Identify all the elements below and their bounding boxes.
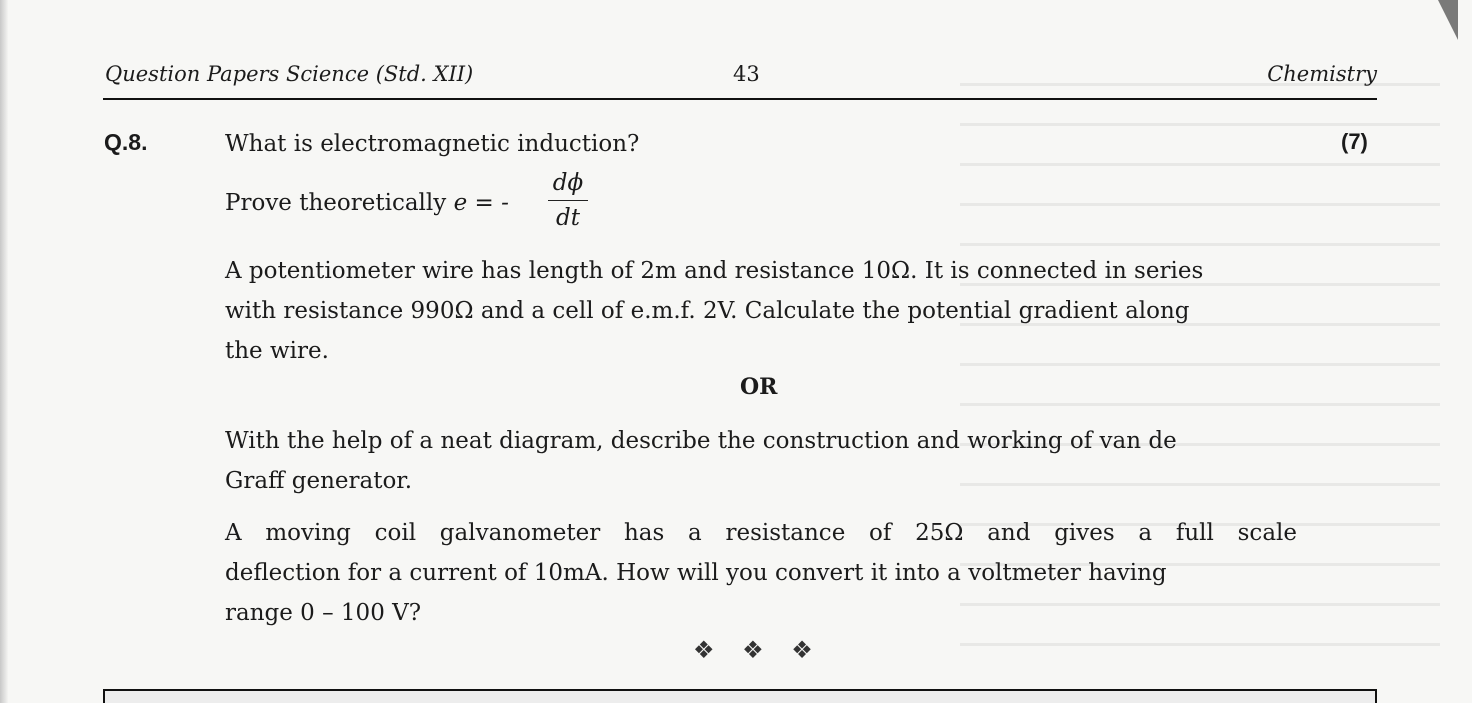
potentiometer-line-1: A potentiometer wire has length of 2m and resistance 10Ω. It is connected in series: [225, 258, 1204, 284]
van-de-graff-question: [225, 421, 1297, 501]
or-separator: OR: [740, 374, 778, 400]
galvanometer-line-3: range 0 – 100 V?: [225, 600, 422, 626]
header-subject: Chemistry: [1267, 62, 1377, 86]
page-number: 43: [733, 62, 760, 86]
potentiometer-line-2: with resistance 990Ω and a cell of e.m.f. 2V. Calculate the potential gradient along: [225, 298, 1190, 324]
fraction-denominator: dt: [556, 205, 580, 231]
van-de-graff-line-2: Graff generator.: [225, 468, 413, 494]
fraction-bar: [548, 200, 588, 201]
galvanometer-line-2: deflection for a current of 10mA. How will you convert it into a voltmeter having: [225, 560, 1167, 586]
prove-statement: [225, 183, 509, 223]
header-book-title: Question Papers Science (Std. XII): [105, 62, 474, 86]
derivative-fraction: [548, 168, 588, 233]
galvanometer-line-1: A moving coil galvanometer has a resistance of 25Ω and gives a full scale: [225, 520, 1297, 546]
page-header: [103, 60, 1377, 102]
end-ornaments: ❖ ❖ ❖: [693, 636, 823, 664]
page-binding-edge: [0, 0, 8, 703]
potentiometer-line-3: the wire.: [225, 338, 329, 364]
question-number: Q.8.: [104, 129, 148, 155]
question-line-induction: What is electromagnetic induction?: [225, 131, 640, 157]
potentiometer-question: [225, 251, 1297, 371]
prove-prefix: Prove theoretically: [225, 190, 447, 216]
page-corner-shadow: [1438, 0, 1458, 40]
galvanometer-question: [225, 513, 1297, 633]
header-rule: [103, 98, 1377, 100]
question-marks: (7): [1341, 129, 1368, 154]
van-de-graff-line-1: With the help of a neat diagram, describe the construction and working of van de: [225, 428, 1177, 454]
footer-box-border: [103, 689, 1377, 703]
prove-expression: e = -: [453, 190, 509, 216]
fraction-numerator: dϕ: [552, 170, 584, 196]
